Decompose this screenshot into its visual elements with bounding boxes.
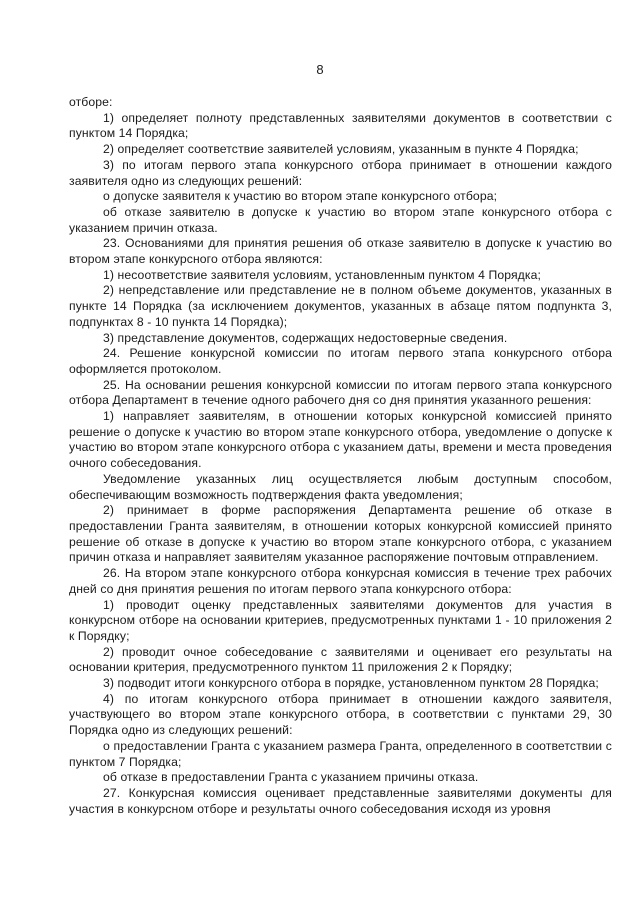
paragraph: 2) определяет соответствие заявителей условиям, указанным в пункте 4 Порядка;	[103, 142, 579, 157]
paragraph: Уведомление указанных лиц осуществляется любым доступным способом, обеспечивающим возможность подтверждения факта уведомления;	[69, 471, 612, 502]
paragraph: 26. На втором этапе конкурсного отбора конкурсная комиссия в течение трех рабочих дней со дня принятия решения по итогам первого этапа конкурсного отбора:	[69, 566, 612, 596]
paragraph: 1) определяет полноту представленных заявителями документов в соответствии с пунктом 14 Порядка;	[69, 110, 612, 141]
paragraph: об отказе заявителю в допуске к участию во втором этапе конкурсного отбора с указанием причин отказа.	[69, 204, 612, 235]
paragraph: 3) представление документов, содержащих недостоверные сведения.	[103, 330, 508, 345]
paragraph: 2) принимает в форме распоряжения Департамента решение об отказе в предоставлении Гранта заявителям, в отношении которых конкурсной комиссией принято решение об отказе в допуске к участию во втором этапе конкурсного отбора, с указанием причин отказа и направляет заявителям указанное распоряжение почтовым отправлением.	[69, 503, 612, 565]
paragraph: 1) направляет заявителям, в отношении которых конкурсной комиссией принято решение о допуске к участию во втором этапе конкурсного отбора, уведомление о допуске к участию во втором этапе конкурсного отбора с указанием даты, времени и места проведения очного собеседования.	[69, 409, 612, 471]
paragraph: об отказе в предоставлении Гранта с указанием причины отказа.	[103, 770, 479, 785]
page-number: 8	[316, 62, 324, 77]
paragraph: о предоставлении Гранта с указанием размера Гранта, определенного в соответствии с пунктом 7 Порядка;	[69, 738, 612, 769]
paragraph: 1) несоответствие заявителя условиям, установленным пунктом 4 Порядка;	[103, 267, 541, 282]
paragraph: 27. Конкурсная комиссия оценивает представленные заявителями документы для участия в конкурсном отборе и результаты очного собеседования исходя из уровня	[69, 785, 612, 816]
paragraph: отборе:	[69, 95, 113, 109]
paragraph: 3) по итогам первого этапа конкурсного отбора принимает в отношении каждого заявителя одно из следующих решений:	[69, 157, 612, 188]
paragraph: 24. Решение конкурсной комиссии по итогам первого этапа конкурсного отбора оформляется протоколом.	[69, 346, 612, 376]
paragraph: 2) непредставление или представление не в полном объеме документов, указанных в пункте 14 Порядка (за исключением документов, указанных в абзаце пятом подпункта 3, подпунктах 8 - 10 пункта 14 Порядка);	[69, 283, 612, 329]
paragraph: 25. На основании решения конкурсной комиссии по итогам первого этапа конкурсного отбора Департамент в течение одного рабочего дня со дня принятия указанного решения:	[69, 377, 612, 408]
paragraph: о допуске заявителя к участию во втором этапе конкурсного отбора;	[103, 189, 498, 204]
paragraph: 3) подводит итоги конкурсного отбора в порядке, установленном пунктом 28 Порядка;	[103, 676, 599, 691]
paragraph: 1) проводит оценку представленных заявителями документов для участия в конкурсном отборе на основании критериев, предусмотренных пунктами 1 - 10 приложения 2 к Порядку;	[69, 597, 612, 643]
paragraph: 4) по итогам конкурсного отбора принимает в отношении каждого заявителя, участвующего во втором этапе конкурсного отбора, в соответствии с пунктами 29, 30 Порядка одно из следующих решений:	[69, 691, 612, 738]
paragraph: 2) проводит очное собеседование с заявителями и оценивает его результаты на основании критерия, предусмотренного пунктом 11 приложения 2 к Порядку;	[69, 644, 612, 675]
paragraph: 23. Основаниями для принятия решения об отказе заявителю в допуске к участию во втором этапе конкурсного отбора являются:	[69, 236, 612, 267]
document-body	[69, 95, 612, 817]
